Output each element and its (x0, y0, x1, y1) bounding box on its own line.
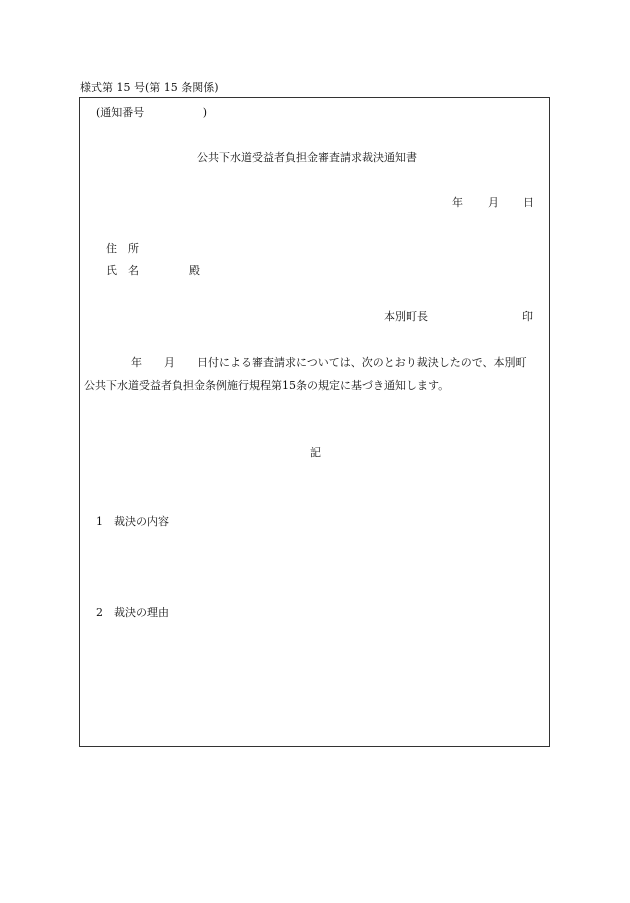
date-year: 年 (452, 196, 463, 209)
name-label: 氏 名 (106, 264, 139, 277)
notice-number: (通知番号 ) (96, 106, 208, 119)
item-decision-content: 1 裁決の内容 (96, 515, 169, 528)
body-text-line-2: 公共下水道受益者負担金条例施行規程第15条の規定に基づき通知します。 (84, 379, 450, 392)
form-number: 様式第 15 号(第 15 条関係) (80, 81, 219, 94)
form-border (79, 97, 550, 747)
date-month: 月 (488, 196, 499, 209)
issuer-name: 本別町長 (384, 310, 428, 323)
body-text-line-1: 年 月 日付による審査請求については、次のとおり裁決したので、本別町 (131, 356, 527, 369)
honorific: 殿 (189, 264, 200, 277)
seal-mark: 印 (522, 310, 533, 323)
document-title: 公共下水道受益者負担金審査請求裁決通知書 (197, 151, 417, 164)
address-label: 住 所 (106, 242, 139, 255)
date-day: 日 (523, 196, 534, 209)
ki-heading: 記 (310, 446, 321, 459)
item-decision-reason: 2 裁決の理由 (96, 606, 169, 619)
